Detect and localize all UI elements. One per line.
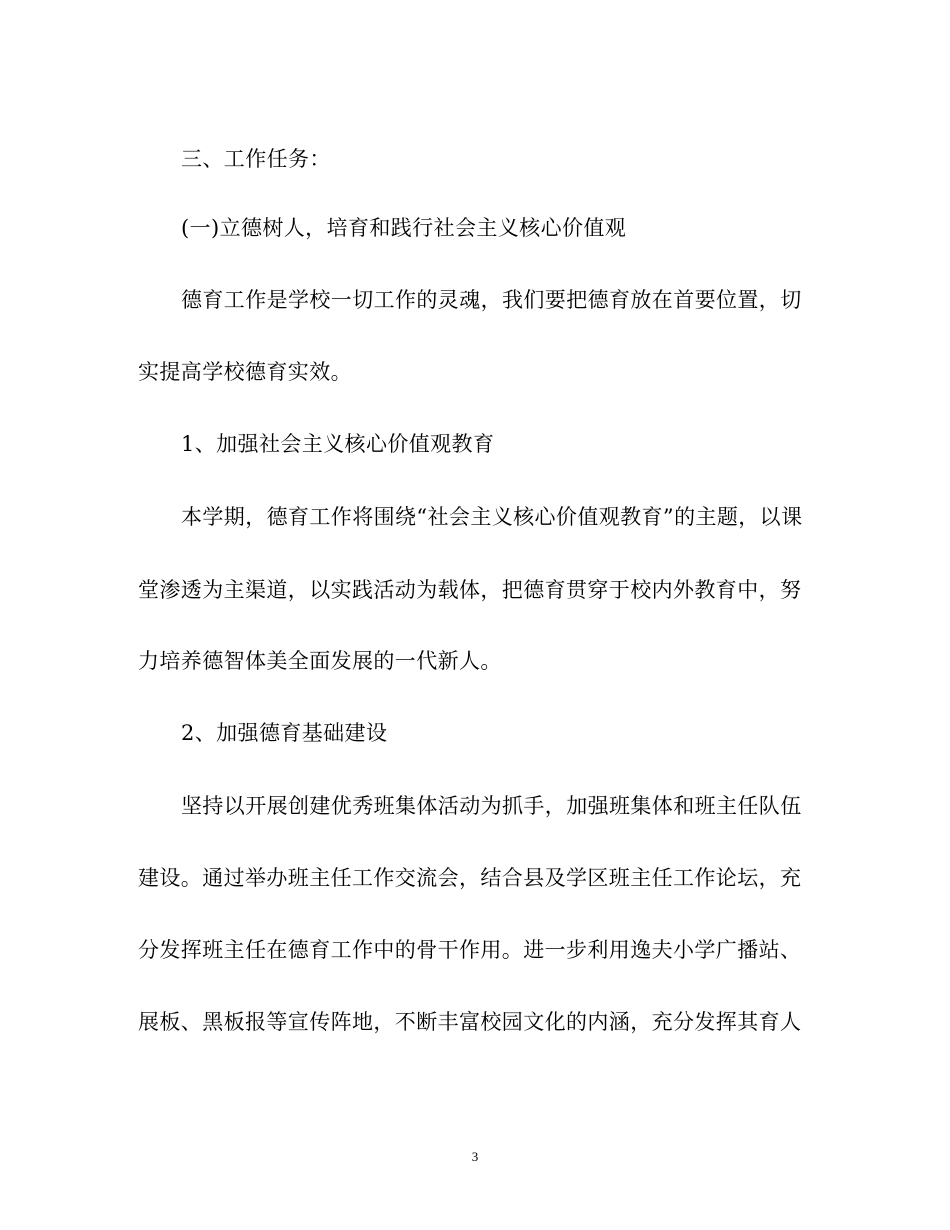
paragraph-line: 堂渗透为主渠道，以实践活动为载体，把德育贯穿于校内外教育中，努	[138, 578, 802, 602]
section-heading: 三、工作任务：	[181, 147, 331, 171]
paragraph-line: 力培养德智体美全面发展的一代新人。	[138, 649, 502, 673]
paragraph-line: 建设。通过举办班主任工作交流会，结合县及学区班主任工作论坛，充	[138, 866, 802, 890]
paragraph-line: 本学期，德育工作将围绕“社会主义核心价值观教育”的主题，以课	[181, 505, 803, 529]
paragraph-line: 分发挥班主任在德育工作中的骨干作用。进一步利用逸夫小学广播站、	[138, 938, 802, 962]
item-heading: 2、加强德育基础建设	[181, 721, 388, 745]
page-number: 3	[471, 1149, 479, 1164]
paragraph-line: 坚持以开展创建优秀班集体活动为抓手，加强班集体和班主任队伍	[181, 794, 802, 818]
item-heading: 1、加强社会主义核心价值观教育	[181, 432, 495, 456]
paragraph-line: 德育工作是学校一切工作的灵魂，我们要把德育放在首要位置，切	[181, 288, 802, 312]
paragraph-line: 展板、黑板报等宣传阵地，不断丰富校园文化的内涵，充分发挥其育人	[138, 1010, 802, 1034]
paragraph-line: 实提高学校德育实效。	[138, 360, 352, 384]
subsection-heading: (一)立德树人，培育和践行社会主义核心价值观	[181, 216, 627, 240]
